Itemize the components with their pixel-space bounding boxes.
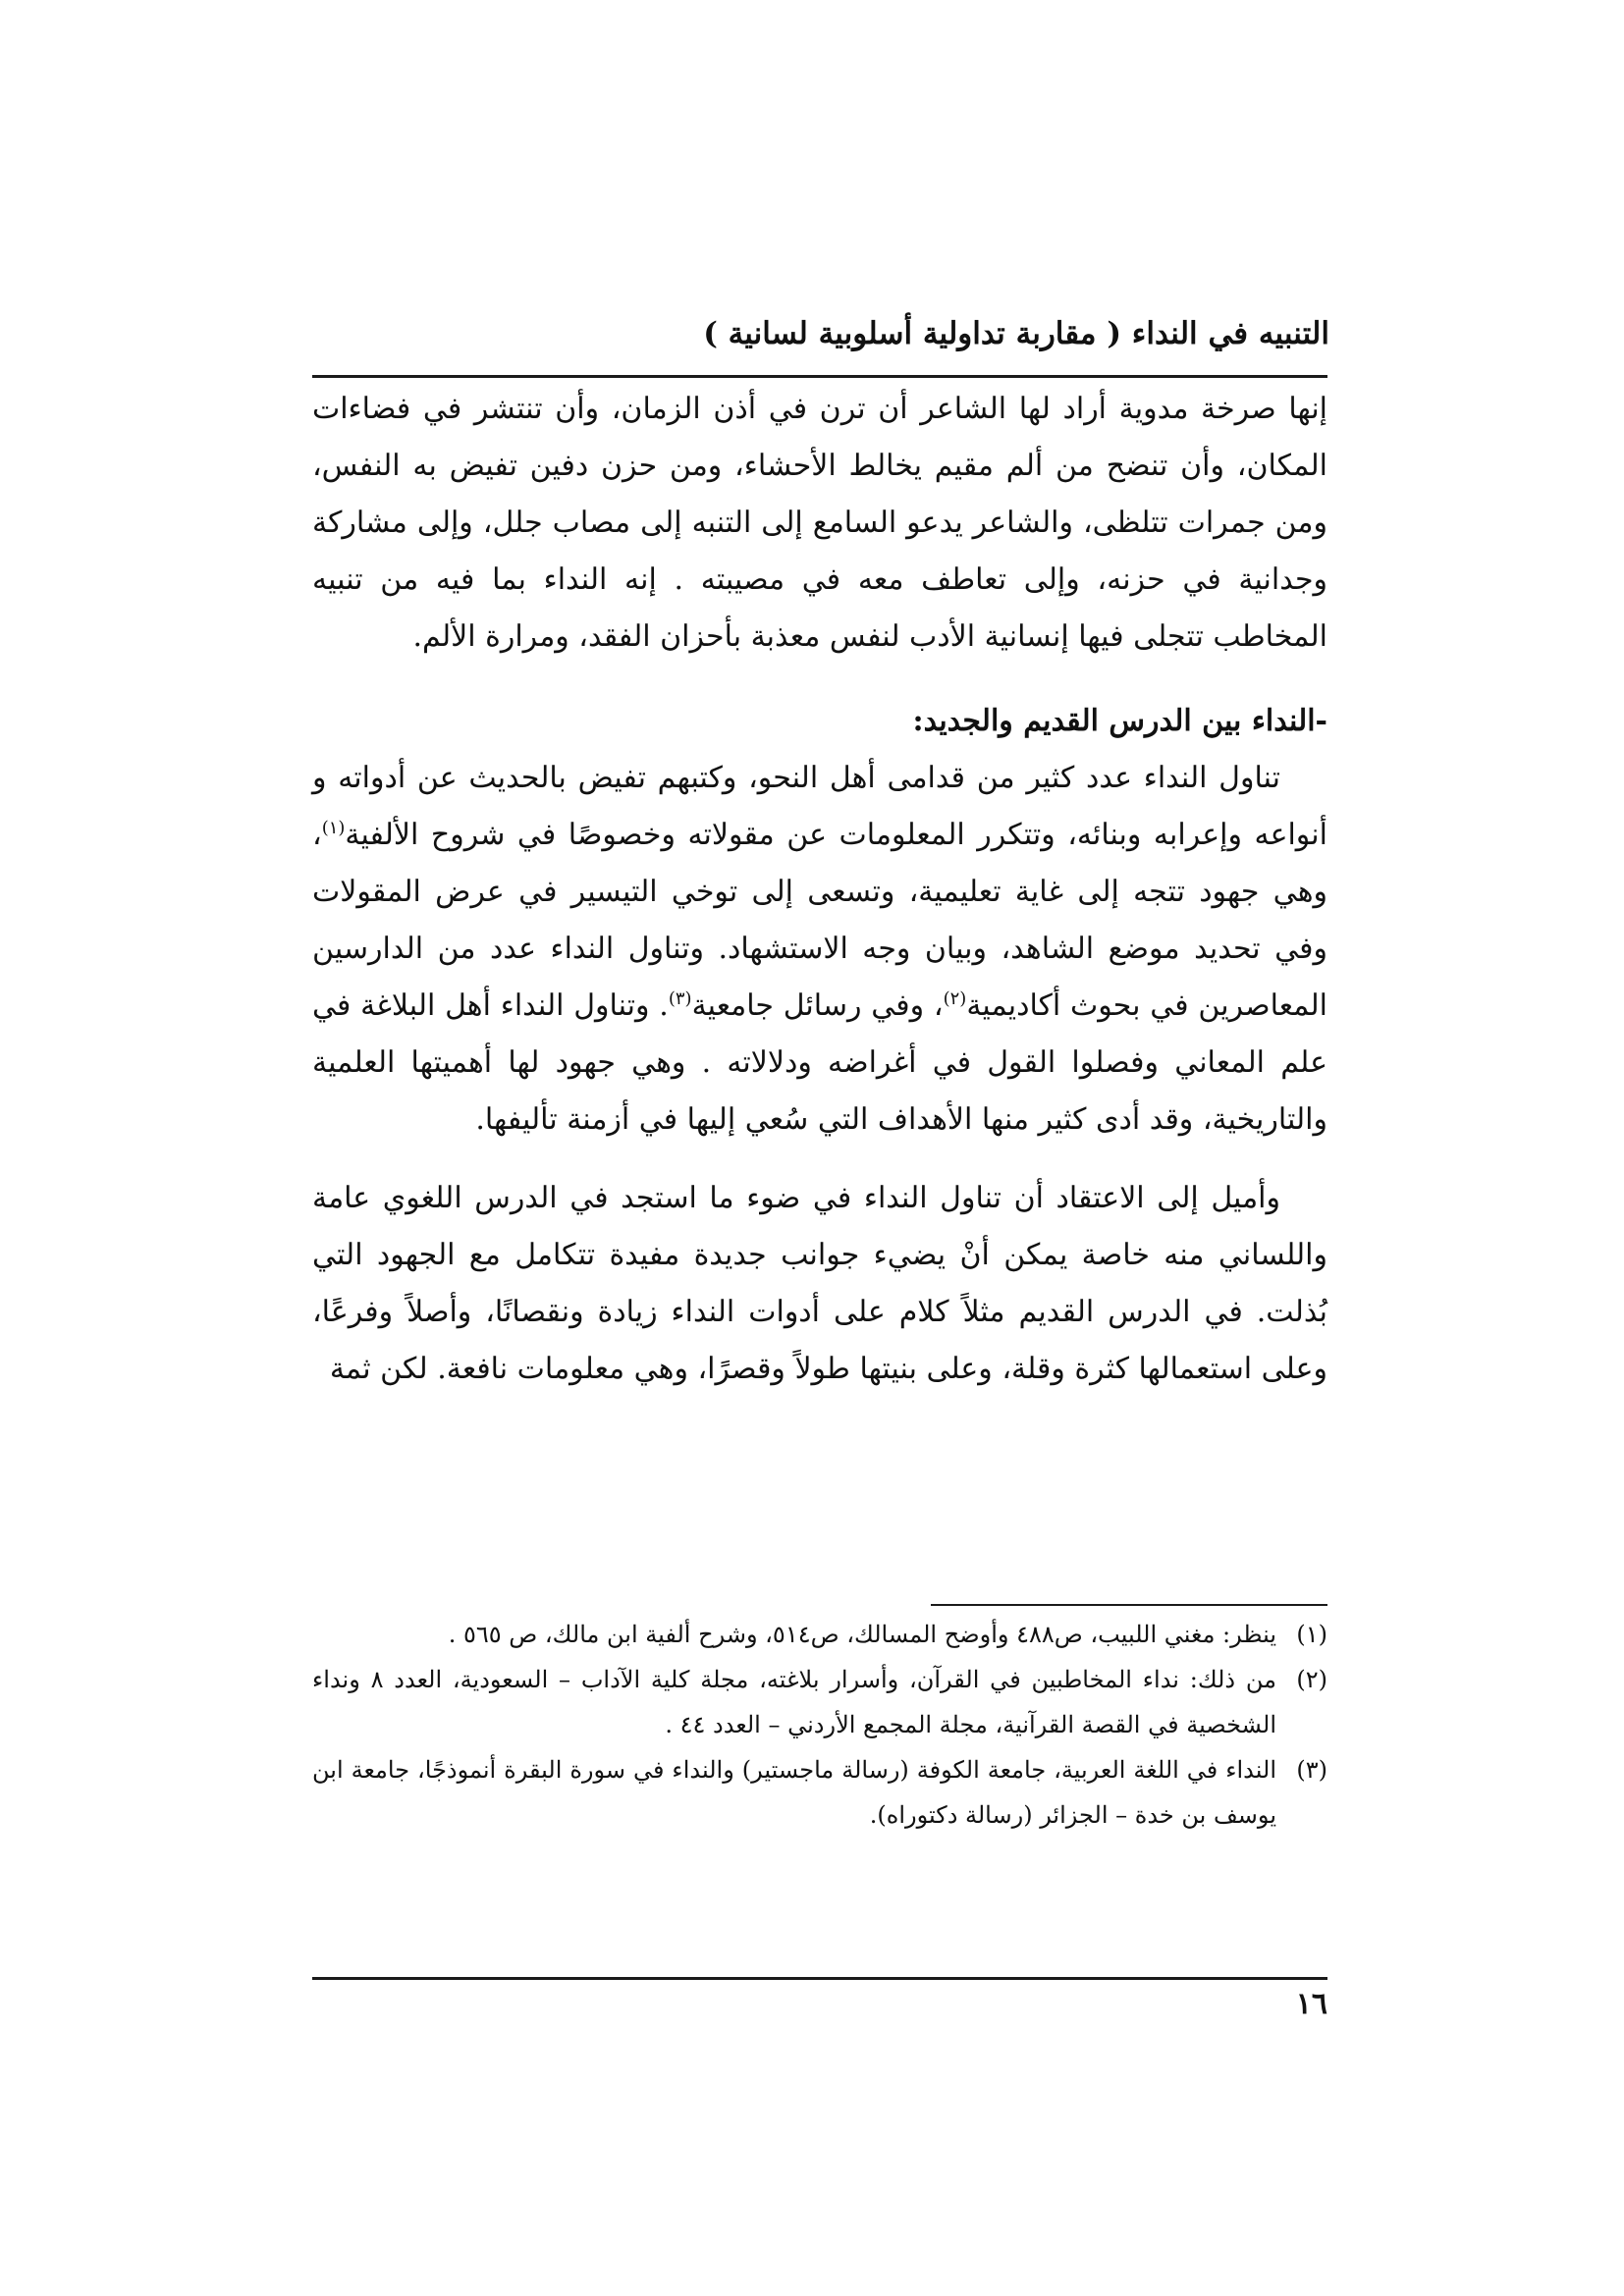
header-rule [312,375,1327,378]
paragraph-2-part-d: . وتناول النداء أهل البلاغة في علم المعاني وفصلوا القول في أغراضه ودلالاته . وهي جهود لها أهميتها العلمية والتاريخية، وقد أدى كثير منها الأهداف التي سُعي إليها في أزمنة تأليفها. [312,988,1327,1137]
footnote-ref-2: (٢) [943,988,967,1009]
paragraph-2-part-a: تناول النداء عدد كثير من قدامى أهل النحو، وكتبهم تفيض بالحديث عن أدواته و أنواعه وإعرابه وبنائه، وتتكرر المعلومات عن مقولاته وخصوصًا في شروح الألفية [312,761,1327,852]
body-text [312,381,1327,1398]
footnote-2 [312,1657,1327,1747]
paragraph-1: إنها صرخة مدوية أراد لها الشاعر أن ترن في أذن الزمان، وأن تنتشر في فضاءات المكان، وأن تنضح من ألم مقيم يخالط الأحشاء، ومن حزن دفين تفيض به النفس، ومن جمرات تتلظى، والشاعر يدعو السامع إلى التنبه إلى مصاب جلل، وإلى مشاركة وجدانية في حزنه، وإلى تعاطف معه في مصيبته . إنه النداء بما فيه من تنبيه المخاطب تتجلى فيها إنسانية الأدب لنفس معذبة بأحزان الفقد، ومرارة الألم. [312,392,1327,654]
footnote-number: (١) [1296,1621,1327,1648]
footer-rule [312,1977,1327,1980]
footnotes [312,1612,1327,1838]
paragraph-2 [312,750,1327,1148]
footnote-text: من ذلك: نداء المخاطبين في القرآن، وأسرار بلاغته، مجلة كلية الآداب – السعودية، العدد ٨ ونداء الشخصية في القصة القرآنية، مجلة المجمع الأردني – العدد ٤٤ . [312,1666,1276,1738]
section-heading: -النداء بين الدرس القديم والجديد: [912,704,1327,738]
paragraph-2-part-b: ، وهي جهود تتجه إلى غاية تعليمية، وتسعى إلى توخي التيسير في عرض المقولات وفي تحديد موضع الشاهد، وبيان وجه الاستشهاد. وتناول النداء عدد من الدارسين المعاصرين في بحوث أكاديمية [312,818,1328,1023]
paragraph-2-part-c: ، وفي رسائل جامعية [691,988,944,1023]
footnote-ref-1: (١) [321,818,346,838]
footnote-number: (٢) [1296,1666,1327,1693]
footnote-1 [312,1612,1327,1657]
paragraph-3: وأميل إلى الاعتقاد أن تناول النداء في ضوء ما استجد في الدرس اللغوي عامة واللساني منه خاصة يمكن أنْ يضيء جوانب جديدة مفيدة تتكامل مع الجهود التي بُذلت. في الدرس القديم مثلاً كلام على أدوات النداء زيادة ونقصانًا، وأصلاً وفرعًا، وعلى استعمالها كثرة وقلة، وعلى بنيتها طولاً وقصرًا، وهي معلومات نافعة. لكن ثمة [312,1181,1327,1386]
footnote-3 [312,1747,1327,1838]
footnote-text: النداء في اللغة العربية، جامعة الكوفة (رسالة ماجستير) والنداء في سورة البقرة أنموذجًا، جامعة ابن يوسف بن خدة – الجزائر (رسالة دكتوراه). [312,1756,1277,1829]
page-number: ١٦ [1295,1987,1327,2021]
running-header: التنبيه في النداء ( مقاربة تداولية أسلوبية لسانية ) [703,316,1329,351]
footnote-ref-3: (٣) [668,988,692,1009]
footnote-text: ينظر: مغني اللبيب، ص٤٨٨ وأوضح المسالك، ص٥١٤، وشرح ألفية ابن مالك، ص ٥٦٥ . [448,1621,1276,1648]
footnote-number: (٣) [1296,1756,1327,1784]
footnote-separator [931,1604,1327,1606]
